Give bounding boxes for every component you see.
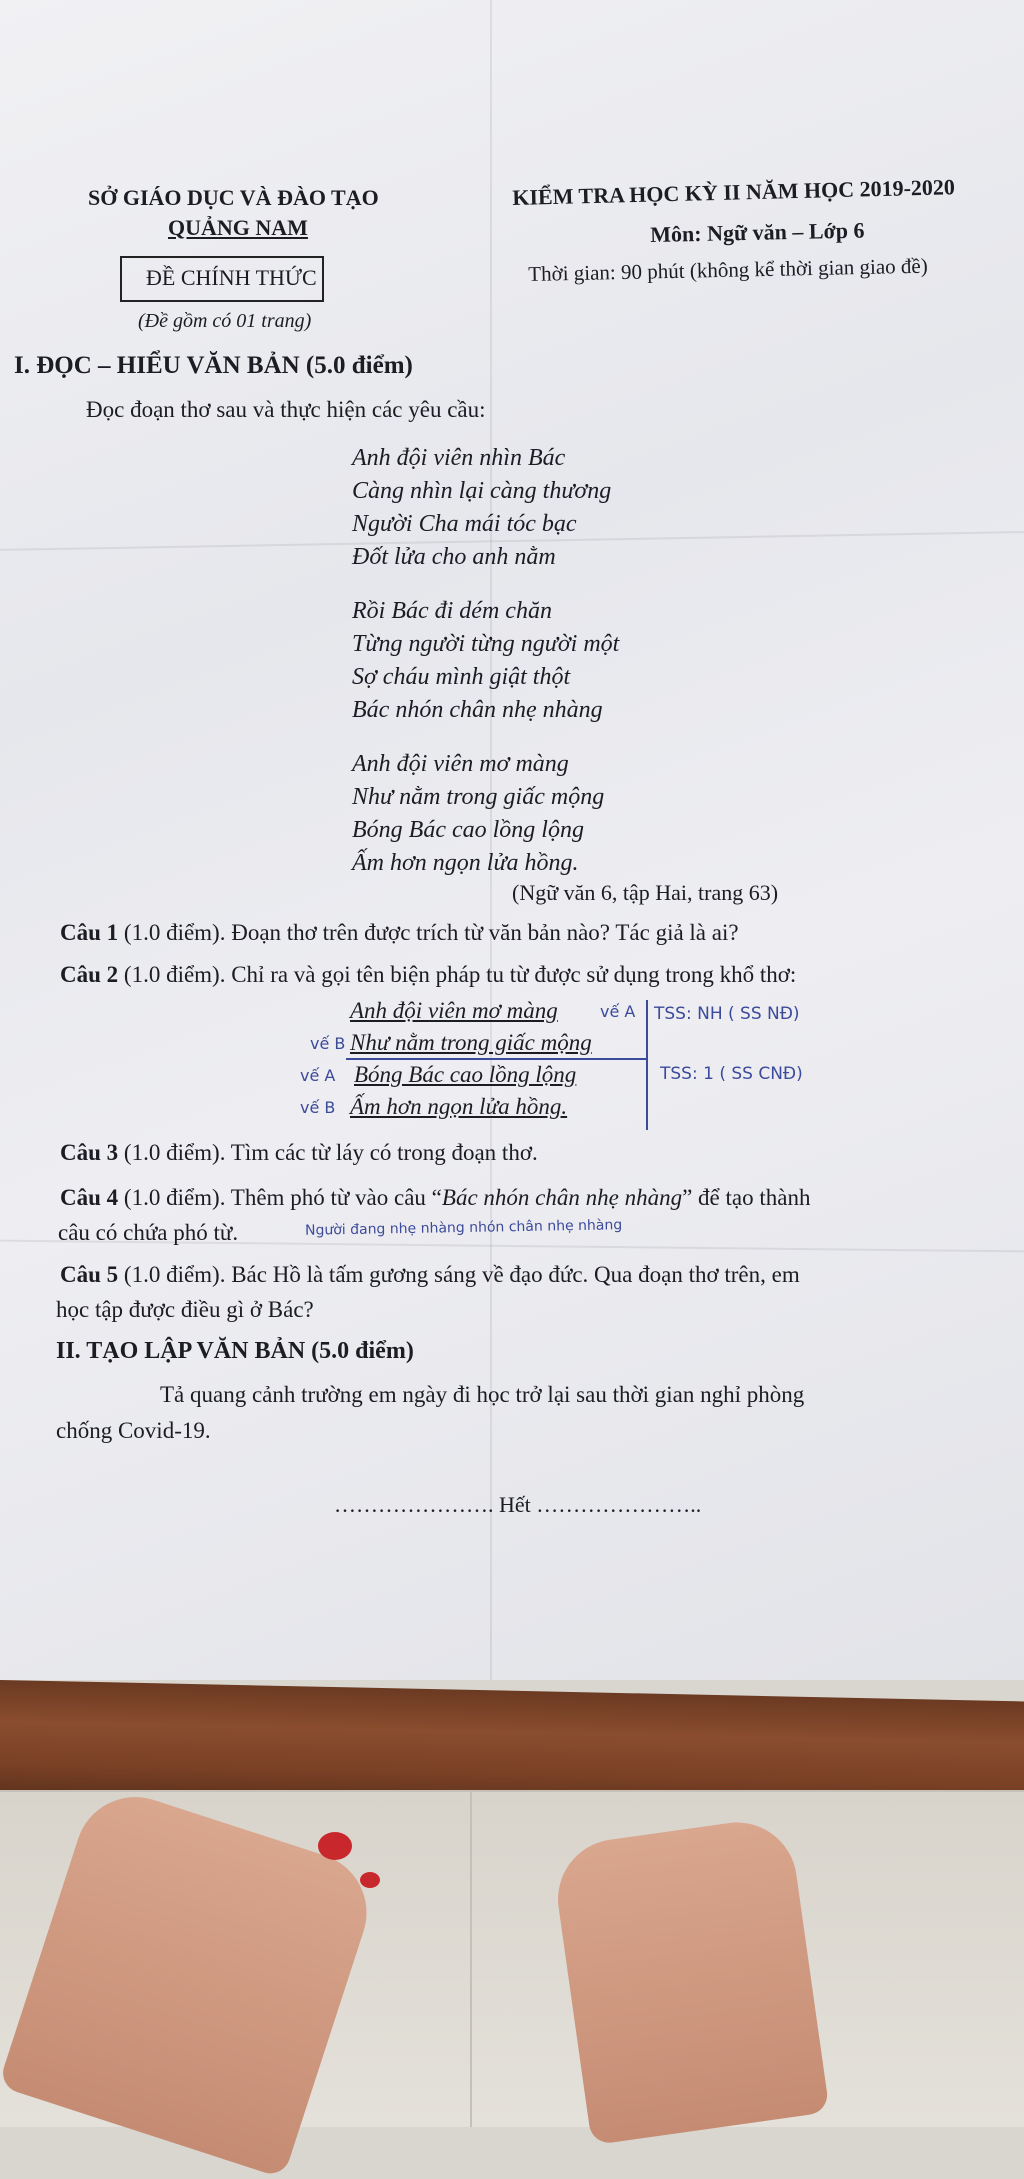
part1-heading: I. ĐỌC – HIỂU VĂN BẢN (5.0 điểm) [14, 352, 413, 379]
question-3 [60, 1140, 538, 1166]
poem-line: Rồi Bác đi dém chăn [352, 598, 552, 624]
question-5 [60, 1262, 800, 1288]
poem-line: Anh đội viên nhìn Bác [352, 445, 566, 471]
question-label: Câu 1 [60, 920, 119, 945]
exam-subject: Môn: Ngữ văn – Lớp 6 [650, 217, 865, 247]
question-quote: Bác nhón chân nhẹ nhàng [441, 1185, 683, 1210]
q2-poem-line: Như nằm trong giấc mộng [350, 1030, 592, 1055]
tile-seam [0, 1790, 1024, 1792]
exam-title: KIỂM TRA HỌC KỲ II NĂM HỌC 2019-2020 [512, 174, 956, 210]
end-dots: …………………. [334, 1492, 494, 1517]
poem-line: Như nằm trong giấc mộng [352, 784, 605, 810]
official-label: ĐỀ CHÍNH THỨC [146, 265, 317, 290]
end-dots: ………………….. [536, 1492, 702, 1517]
end-marker [334, 1492, 701, 1518]
toenail [318, 1832, 352, 1860]
poem-line: Bác nhón chân nhẹ nhàng [352, 697, 603, 723]
handwritten-note: vế A [300, 1066, 336, 1085]
part1-instruction: Đọc đoạn thơ sau và thực hiện các yêu cầu: [86, 397, 486, 422]
end-label: Hết [499, 1492, 531, 1517]
part2-prompt-cont: chống Covid-19. [56, 1418, 211, 1443]
poem-line: Từng người từng người một [352, 631, 620, 657]
handwritten-note: TSS: 1 ( SS CNĐ) [660, 1064, 803, 1084]
poem-line: Đốt lửa cho anh nằm [352, 544, 556, 570]
handwritten-note: vế B [310, 1034, 346, 1053]
question-2 [60, 962, 796, 988]
poem-line: Anh đội viên mơ màng [352, 751, 569, 777]
question-text: (1.0 điểm). Tìm các từ láy có trong đoạn thơ. [123, 1140, 538, 1165]
poem-line: Sợ cháu mình giật thột [352, 664, 571, 690]
question-label: Câu 3 [60, 1140, 119, 1165]
poem-line: Bóng Bác cao lồng lộng [352, 817, 584, 843]
part2-heading: II. TẠO LẬP VĂN BẢN (5.0 điểm) [56, 1338, 414, 1364]
foot-right [550, 1815, 829, 2145]
question-label: Câu 4 [60, 1185, 119, 1210]
question-1 [60, 920, 739, 946]
q2-poem-line: Ấm hơn ngọn lửa hồng. [350, 1094, 568, 1119]
q2-poem-line: Anh đội viên mơ màng [350, 998, 558, 1023]
question-4-cont: câu có chứa phó từ. [58, 1220, 239, 1245]
org-line-2: QUẢNG NAM [168, 215, 308, 240]
handwritten-note: TSS: NH ( SS NĐ) [654, 1004, 800, 1024]
org-line-1: SỞ GIÁO DỤC VÀ ĐÀO TẠO [88, 185, 379, 210]
poem-line: Người Cha mái tóc bạc [352, 511, 577, 537]
question-5-cont: học tập được điều gì ở Bác? [56, 1297, 314, 1322]
poem-source: (Ngữ văn 6, tập Hai, trang 63) [512, 880, 779, 905]
handwritten-answer: Người đang nhẹ nhàng nhón chân nhẹ nhàng [304, 1217, 623, 1239]
question-text: (1.0 điểm). Chỉ ra và gọi tên biện pháp tu từ được sử dụng trong khổ thơ: [123, 962, 797, 987]
handwritten-bracket [646, 1000, 648, 1130]
tile-seam [470, 1790, 472, 2127]
question-text: ” để tạo thành [682, 1185, 811, 1210]
handwritten-note: vế A [600, 1002, 636, 1021]
poem-line: Ấm hơn ngọn lửa hồng. [352, 850, 579, 876]
poem-line: Càng nhìn lại càng thương [352, 478, 612, 504]
q2-poem-line: Bóng Bác cao lồng lộng [354, 1062, 577, 1087]
handwritten-bracket [346, 1058, 646, 1060]
question-text: (1.0 điểm). Đoạn thơ trên được trích từ văn bản nào? Tác giả là ai? [123, 920, 739, 945]
pages-note: (Đề gồm có 01 trang) [138, 310, 312, 332]
question-label: Câu 5 [60, 1262, 119, 1287]
part2-prompt: Tả quang cảnh trường em ngày đi học trở lại sau thời gian nghỉ phòng [160, 1382, 805, 1407]
question-text: (1.0 điểm). Thêm phó từ vào câu “ [123, 1185, 442, 1210]
handwritten-note: vế B [300, 1098, 336, 1117]
exam-time: Thời gian: 90 phút (không kể thời gian giao đề) [528, 253, 928, 286]
question-label: Câu 2 [60, 962, 119, 987]
question-text: (1.0 điểm). Bác Hồ là tấm gương sáng về đạo đức. Qua đoạn thơ trên, em [123, 1262, 800, 1287]
question-4 [60, 1185, 810, 1211]
toenail [360, 1872, 380, 1888]
